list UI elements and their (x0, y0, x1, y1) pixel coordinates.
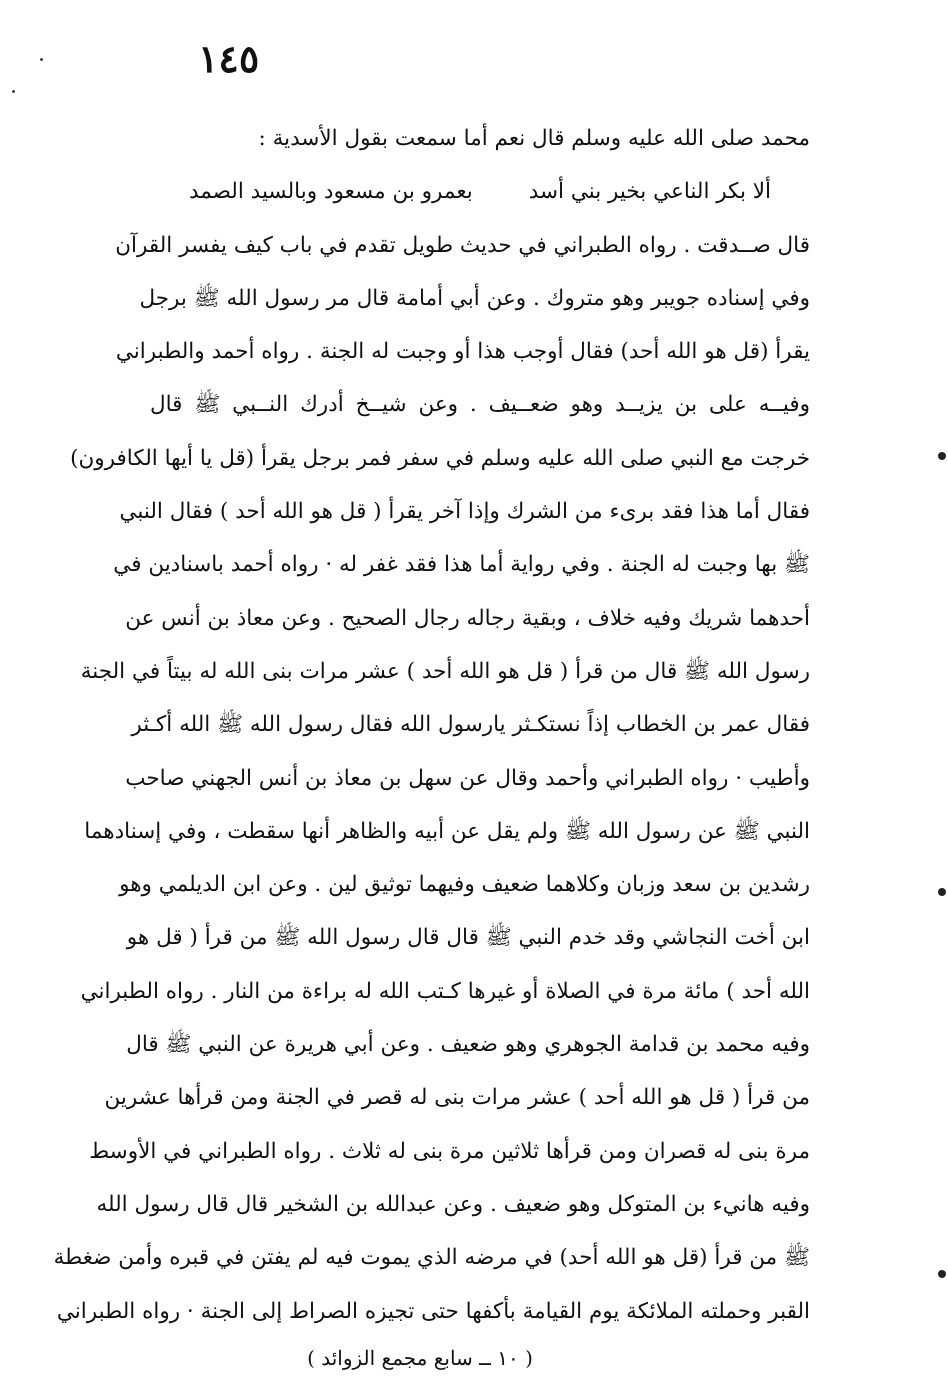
text-line-17: وفيه محمد بن قدامة الجوهري وهو ضعيف . وعن أبي هريرة عن النبي ﷺ قال (126, 1032, 810, 1058)
text-line-16: الله أحد ) مائة مرة في الصلاة أو غيرها كـتب الله له براءة من النار . رواه الطبراني (80, 978, 810, 1004)
text-line-18: من قرأ ( قل هو الله أحد ) عشر مرات بنى له قصر في الجنة ومن قرأها عشرين (104, 1085, 810, 1111)
text-line-13: النبي ﷺ عن رسول الله ﷺ ولم يقل عن أبيه والظاهر أنها سقطت ، وفي إسنادهما (84, 818, 810, 844)
text-line-2: قال صــدقت . رواه الطبراني في حديث طويل تقدم في باب كيف يفسر القرآن (115, 232, 810, 258)
scan-speck (40, 58, 43, 61)
scan-dot (938, 888, 946, 896)
page-body (53, 112, 810, 1378)
text-line-21: ﷺ من قرأ (قل هو الله أحد) في مرضه الذي يموت فيه لم يفتن في قبره وأمن ضغطة (53, 1245, 810, 1271)
page-footer-signature: ( ١٠ ــ سابع مجمع الزوائد ) (307, 1345, 533, 1370)
verse-second-hemistich: بعمرو بن مسعود وبالسيد الصمد (188, 179, 473, 205)
text-line-9: أحدهما شريك وفيه خلاف ، وبقية رجاله رجال الصحيح . وعن معاذ بن أنس عن (125, 605, 810, 631)
text-line-6: خرجت مع النبي صلى الله عليه وسلم في سفر فمر برجل يقرأ (قل يا أيها الكافرون) (70, 445, 810, 471)
text-line-11: فقال عمر بن الخطاب إذاً نستكـثر يارسول الله فقال رسول الله ﷺ الله أكـثر (131, 712, 810, 738)
scan-dot (938, 1270, 946, 1278)
text-line-1: محمد صلى الله عليه وسلم قال نعم أما سمعت بقول الأسدية : (258, 126, 810, 151)
text-line-14: رشدين بن سعد وزبان وكلاهما ضعيف وفيهما توثيق لين . وعن ابن الديلمي وهو (119, 872, 810, 898)
text-line-12: وأطيب · رواه الطبراني وأحمد وقال عن سهل بن معاذ بن أنس الجهني صاحب (125, 765, 810, 791)
scan-dot (938, 452, 946, 460)
page-number: ١٤٥ (198, 36, 260, 81)
text-line-7: فقال أما هذا فقد برىء من الشرك وإذا آخر يقرأ ( قل هو الله أحد ) فقال النبي (119, 499, 810, 525)
text-line-20: وفيه هانيء بن المتوكل وهو ضعيف . وعن عبدالله بن الشخير قال قال رسول الله (96, 1191, 810, 1217)
text-line-15: ابن أخت النجاشي وقد خدم النبي ﷺ قال قال رسول الله ﷺ من قرأ ( قل هو (126, 925, 810, 951)
verse-first-hemistich: ألا بكر الناعي بخير بني أسد (528, 179, 772, 205)
text-line-19: مرة بنى له قصران ومن قرأها ثلاثين مرة بنى له ثلاث . رواه الطبراني في الأوسط (89, 1138, 810, 1164)
text-line-3: وفي إسناده جويبر وهو متروك . وعن أبي أمامة قال مر رسول الله ﷺ برجل (139, 285, 810, 311)
text-line-5: وفيــه على بن يزيــد وهو ضعــيف . وعن شيــخ أدرك النــبي ﷺ قال (150, 392, 810, 418)
text-line-22: القبر وحملته الملائكة يوم القيامة بأكفها حتى تجيزه الصراط إلى الجنة · رواه الطبراني (56, 1298, 810, 1324)
text-line-10: رسول الله ﷺ قال من قرأ ( قل هو الله أحد ) عشر مرات بنى الله له بيتاً في الجنة (80, 658, 810, 684)
text-line-4: يقرأ (قل هو الله أحد) فقال أوجب هذا أو وجبت له الجنة . رواه أحمد والطبراني (115, 339, 810, 365)
scan-speck (12, 90, 15, 93)
text-line-8: ﷺ بها وجبت له الجنة . وفي رواية أما هذا فقد غفر له · رواه أحمد باسنادين في (113, 552, 810, 578)
poetry-verse (150, 165, 810, 218)
